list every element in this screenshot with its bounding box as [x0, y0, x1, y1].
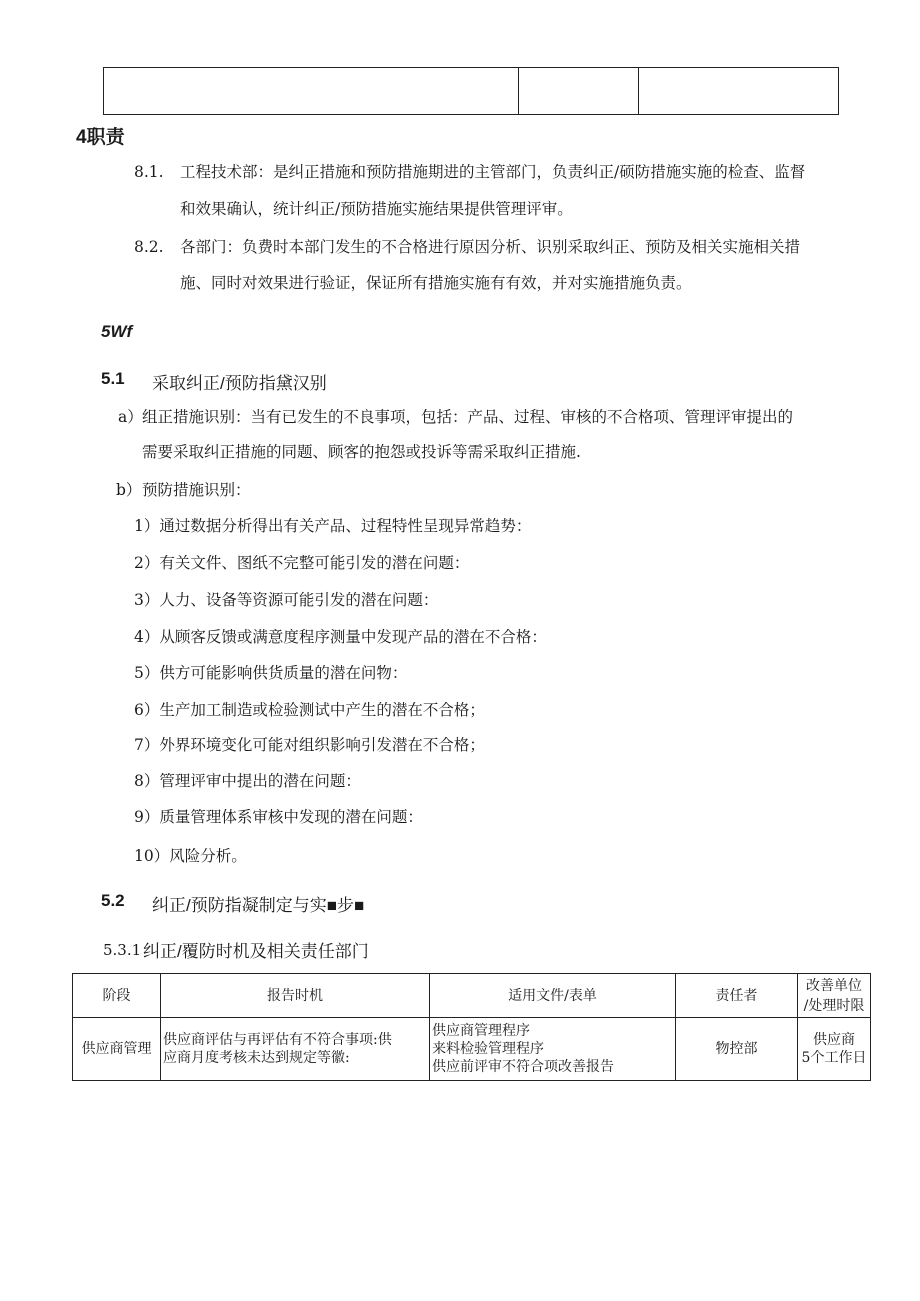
responsibility-table: [72, 973, 871, 1081]
carryover-table-row: [103, 67, 839, 115]
header-unit-limit: [798, 974, 871, 1018]
list-label: b）: [116, 481, 142, 499]
list-item: 5）供方可能影响供货质量的潜在问物：: [134, 664, 408, 682]
item-num: 8.1.: [134, 163, 164, 181]
table-divider: [638, 68, 639, 114]
cell-unit-limit: [798, 1018, 871, 1081]
paragraph-line: 组正措施识别：当有已发生的不良事项，包括：产品、过程、审核的不合格项、管理评审提出的: [142, 408, 794, 426]
list-item: 1）通过数据分析得出有关产品、过程特性呈现异常趋势：: [134, 517, 532, 535]
paragraph-line: 需要采取纠正措施的同题、顾客的抱怨或投诉等需采取纠正措施.: [142, 443, 581, 461]
cell-unit: 供应商: [813, 1032, 855, 1048]
cell-limit: 5个工作日: [801, 1050, 867, 1066]
subsection-title: 纠正/覆防时机及相关责任部门: [143, 942, 369, 961]
list-label: a）: [118, 408, 143, 426]
list-item: 8）管理评审中提出的潜在问题：: [134, 772, 361, 790]
subsection-number: 5.3.1: [103, 941, 142, 959]
item-text-line: 施、同时对效果进行验证，保证所有措施实施有有效，并对实施措施负责。: [180, 274, 692, 292]
cell-documents: [430, 1018, 676, 1081]
list-item: 6）生产加工制造或检验测试中产生的潜在不合格；: [134, 701, 485, 719]
header-limit: /处理时限: [803, 997, 865, 1014]
list-item: 3）人力、设备等资源可能引发的潜在问题：: [134, 591, 439, 609]
cell-timing-line: 供应商评估与再评估有不符合事项:供: [163, 1032, 392, 1048]
item-text-line: 工程技术部：是纠正措施和预防措施期进的主管部门，负责纠正/硕防措施实施的检查、监督: [180, 163, 806, 181]
table-header-row: [73, 974, 871, 1018]
header-unit: 改善单位: [806, 977, 862, 994]
cell-timing: [161, 1018, 430, 1081]
subsection-title: 采取纠正/预防指黛汉别: [152, 374, 327, 393]
list-item: 2）有关文件、图纸不完整可能引发的潜在问题：: [134, 554, 470, 572]
list-item: 10）风险分析。: [134, 847, 247, 865]
subsection-number: 5.1: [101, 369, 125, 388]
cell-document-line: 供应商管理程序: [432, 1023, 530, 1039]
list-item: 4）从顾客反馈或满意度程序测量中发现产品的潜在不合格：: [134, 628, 547, 646]
paragraph-line: 预防措施识别：: [142, 481, 251, 499]
header-timing: 报告时机: [161, 974, 430, 1018]
cell-document-line: 来料检验管理程序: [432, 1041, 544, 1057]
list-item: 7）外界环境变化可能对组织影响引发潜在不合格；: [134, 736, 485, 754]
subsection-number: 5.2: [101, 891, 125, 910]
cell-stage: 供应商管理: [73, 1018, 161, 1081]
subsection-title: 纠正/预防指凝制定与实■步■: [152, 896, 365, 915]
cell-document-line: 供应前评审不符合项改善报告: [432, 1059, 614, 1075]
header-documents: 适用文件/表单: [430, 974, 676, 1018]
table-row: [73, 1018, 871, 1081]
section-4-heading: 4职责: [76, 127, 125, 148]
item-text-line: 和效果确认，统计纠正/预防措施实施结果提供管理评审。: [180, 200, 573, 218]
list-item: 9）质量管理体系审核中发现的潜在问题：: [134, 808, 423, 826]
item-text-line: 各部门：负费时本部门发生的不合格进行原因分析、识别采取纠正、预防及相关实施相关措: [180, 238, 801, 256]
header-stage: 阶段: [73, 974, 161, 1018]
cell-timing-line: 应商月度考核未达到规定等徽:: [163, 1050, 350, 1066]
table-divider: [518, 68, 519, 114]
section-5-heading: 5Wf: [101, 322, 133, 341]
cell-owner: 物控部: [676, 1018, 798, 1081]
header-owner: 责任者: [676, 974, 798, 1018]
item-num: 8.2.: [134, 238, 164, 256]
